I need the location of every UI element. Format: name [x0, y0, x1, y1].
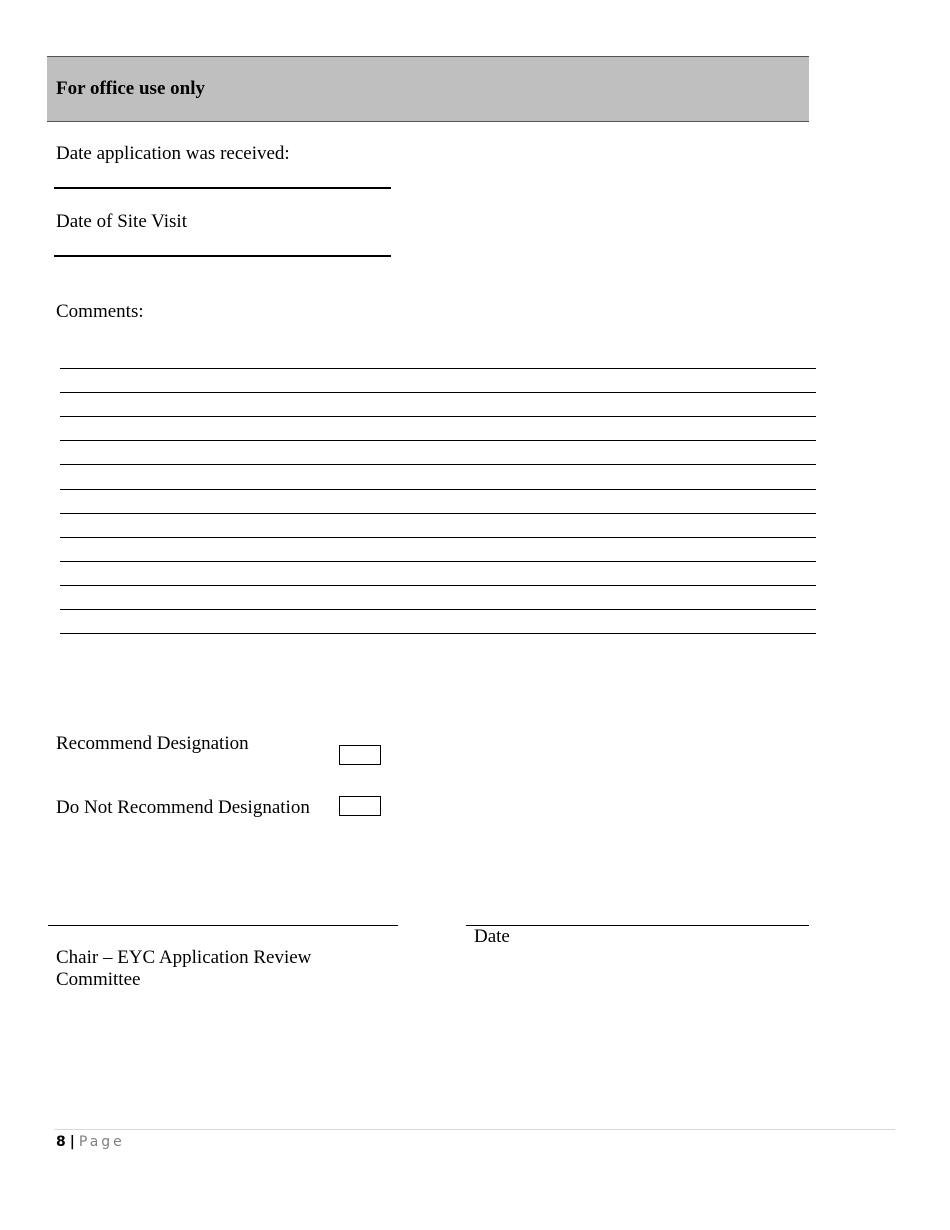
office-use-title: For office use only	[56, 78, 205, 99]
page-word: Page	[78, 1134, 125, 1150]
comment-line[interactable]	[60, 585, 816, 586]
date-received-field[interactable]	[54, 187, 391, 189]
chair-signature-line[interactable]	[48, 925, 398, 926]
footer-separator: |	[69, 1134, 75, 1150]
comment-line[interactable]	[60, 464, 816, 465]
comment-line[interactable]	[60, 561, 816, 562]
site-visit-field[interactable]	[54, 255, 391, 257]
do-not-recommend-checkbox[interactable]	[339, 796, 381, 816]
comment-line[interactable]	[60, 513, 816, 514]
comment-line[interactable]	[60, 609, 816, 610]
site-visit-label: Date of Site Visit	[56, 211, 187, 232]
comment-line[interactable]	[60, 416, 816, 417]
page-number: 8	[56, 1134, 66, 1150]
do-not-recommend-label: Do Not Recommend Designation	[56, 797, 310, 818]
office-use-header	[47, 56, 809, 122]
recommend-label: Recommend Designation	[56, 733, 249, 754]
comment-line[interactable]	[60, 368, 816, 369]
date-signature-line[interactable]	[466, 925, 809, 926]
comment-line[interactable]	[60, 633, 816, 634]
comment-line[interactable]	[60, 440, 816, 441]
comments-label: Comments:	[56, 301, 144, 322]
recommend-checkbox[interactable]	[339, 745, 381, 765]
chair-label-line1: Chair – EYC Application Review	[56, 947, 312, 968]
footer-divider	[54, 1129, 895, 1130]
chair-label-line2: Committee	[56, 969, 141, 990]
comment-line[interactable]	[60, 537, 816, 538]
comment-line[interactable]	[60, 489, 816, 490]
page-footer	[56, 1133, 125, 1151]
comment-line[interactable]	[60, 392, 816, 393]
date-received-label: Date application was received:	[56, 143, 290, 164]
date-label: Date	[474, 926, 510, 947]
